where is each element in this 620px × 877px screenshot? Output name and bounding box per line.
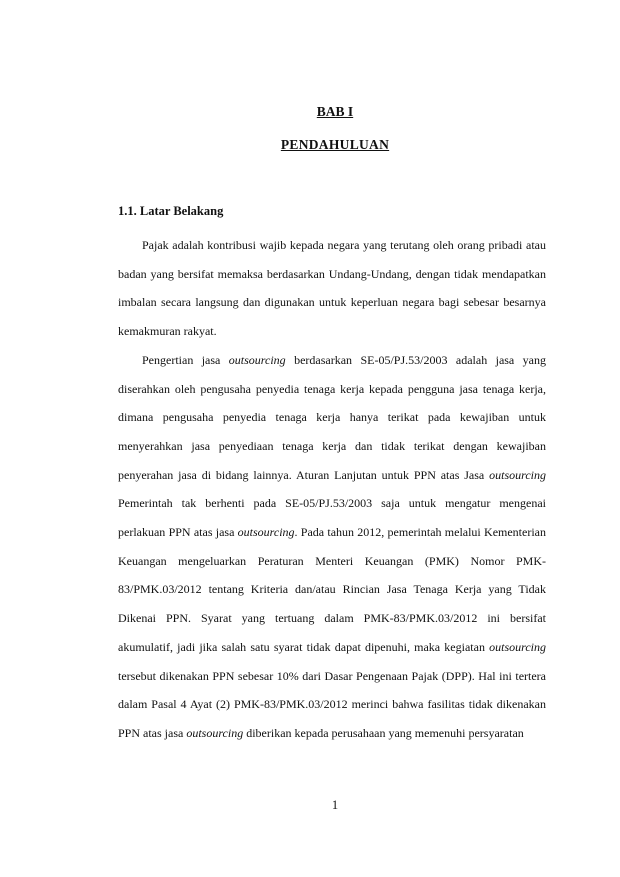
text-run: berdasarkan SE-05/PJ.53/2003 adalah jasa yang diserahkan oleh pengusaha penyedia tenaga kerja kepada pengguna jasa tenaga kerja, dimana pengusaha penyedia tenaga kerja hanya terikat pada kewajiban untuk menyerahkan jasa penyediaan tenaga kerja dan tidak terikat dengan kewajiban penyerahan jasa di bidang lainnya. Aturan Lanjutan untuk PPN atas Jasa — [118, 352, 546, 482]
body-text — [118, 231, 546, 748]
text-run: Pemerintah tak berhenti pada SE-05/PJ.53/2003 saja untuk mengatur mengenai perlakuan PPN atas jasa — [118, 496, 546, 540]
text-run: . Pada tahun 2012, pemerintah melalui Kementerian Keuangan mengeluarkan Peraturan Menteri Keuangan (PMK) Nomor PMK-83/PMK.03/2012 tentang Kriteria dan/atau Rincian Jasa Tenaga Kerja yang Tidak Dikenai PPN. Syarat yang tertuang dalam PMK-83/PMK.03/2012 ini bersifat akumulatif, jadi jika salah satu syarat tidak dapat dipenuhi, maka kegiatan — [118, 525, 546, 654]
term-outsourcing: outsourcing — [489, 639, 546, 654]
term-outsourcing: outsourcing — [237, 525, 295, 540]
chapter-number: BAB I — [316, 104, 354, 119]
text-run: Pengertian jasa — [142, 352, 229, 367]
section-heading: 1.1. Latar Belakang — [118, 204, 224, 218]
page-number: 1 — [331, 798, 339, 812]
paragraph-outsourcing — [118, 346, 546, 748]
paragraph-pajak: Pajak adalah kontribusi wajib kepada negara yang terutang oleh orang pribadi atau badan yang bersifat memaksa berdasarkan Undang-Undang, dengan tidak mendapatkan imbalan secara langsung dan digunakan untuk keperluan negara bagi sebesar besarnya kemakmuran rakyat. — [118, 238, 546, 339]
chapter-title: PENDAHULUAN — [280, 137, 390, 152]
term-outsourcing: outsourcing — [489, 467, 546, 482]
term-outsourcing: outsourcing — [228, 352, 286, 367]
term-outsourcing: outsourcing — [186, 725, 244, 740]
text-run: diberikan kepada perusahaan yang memenuhi persyaratan — [243, 725, 524, 740]
text-run: tersebut dikenakan PPN sebesar 10% dari Dasar Pengenaan Pajak (DPP). Hal ini tertera dalam Pasal 4 Ayat (2) PMK-83/PMK.03/2012 merinci bahwa fasilitas tidak dikenakan PPN atas jasa — [118, 668, 546, 740]
